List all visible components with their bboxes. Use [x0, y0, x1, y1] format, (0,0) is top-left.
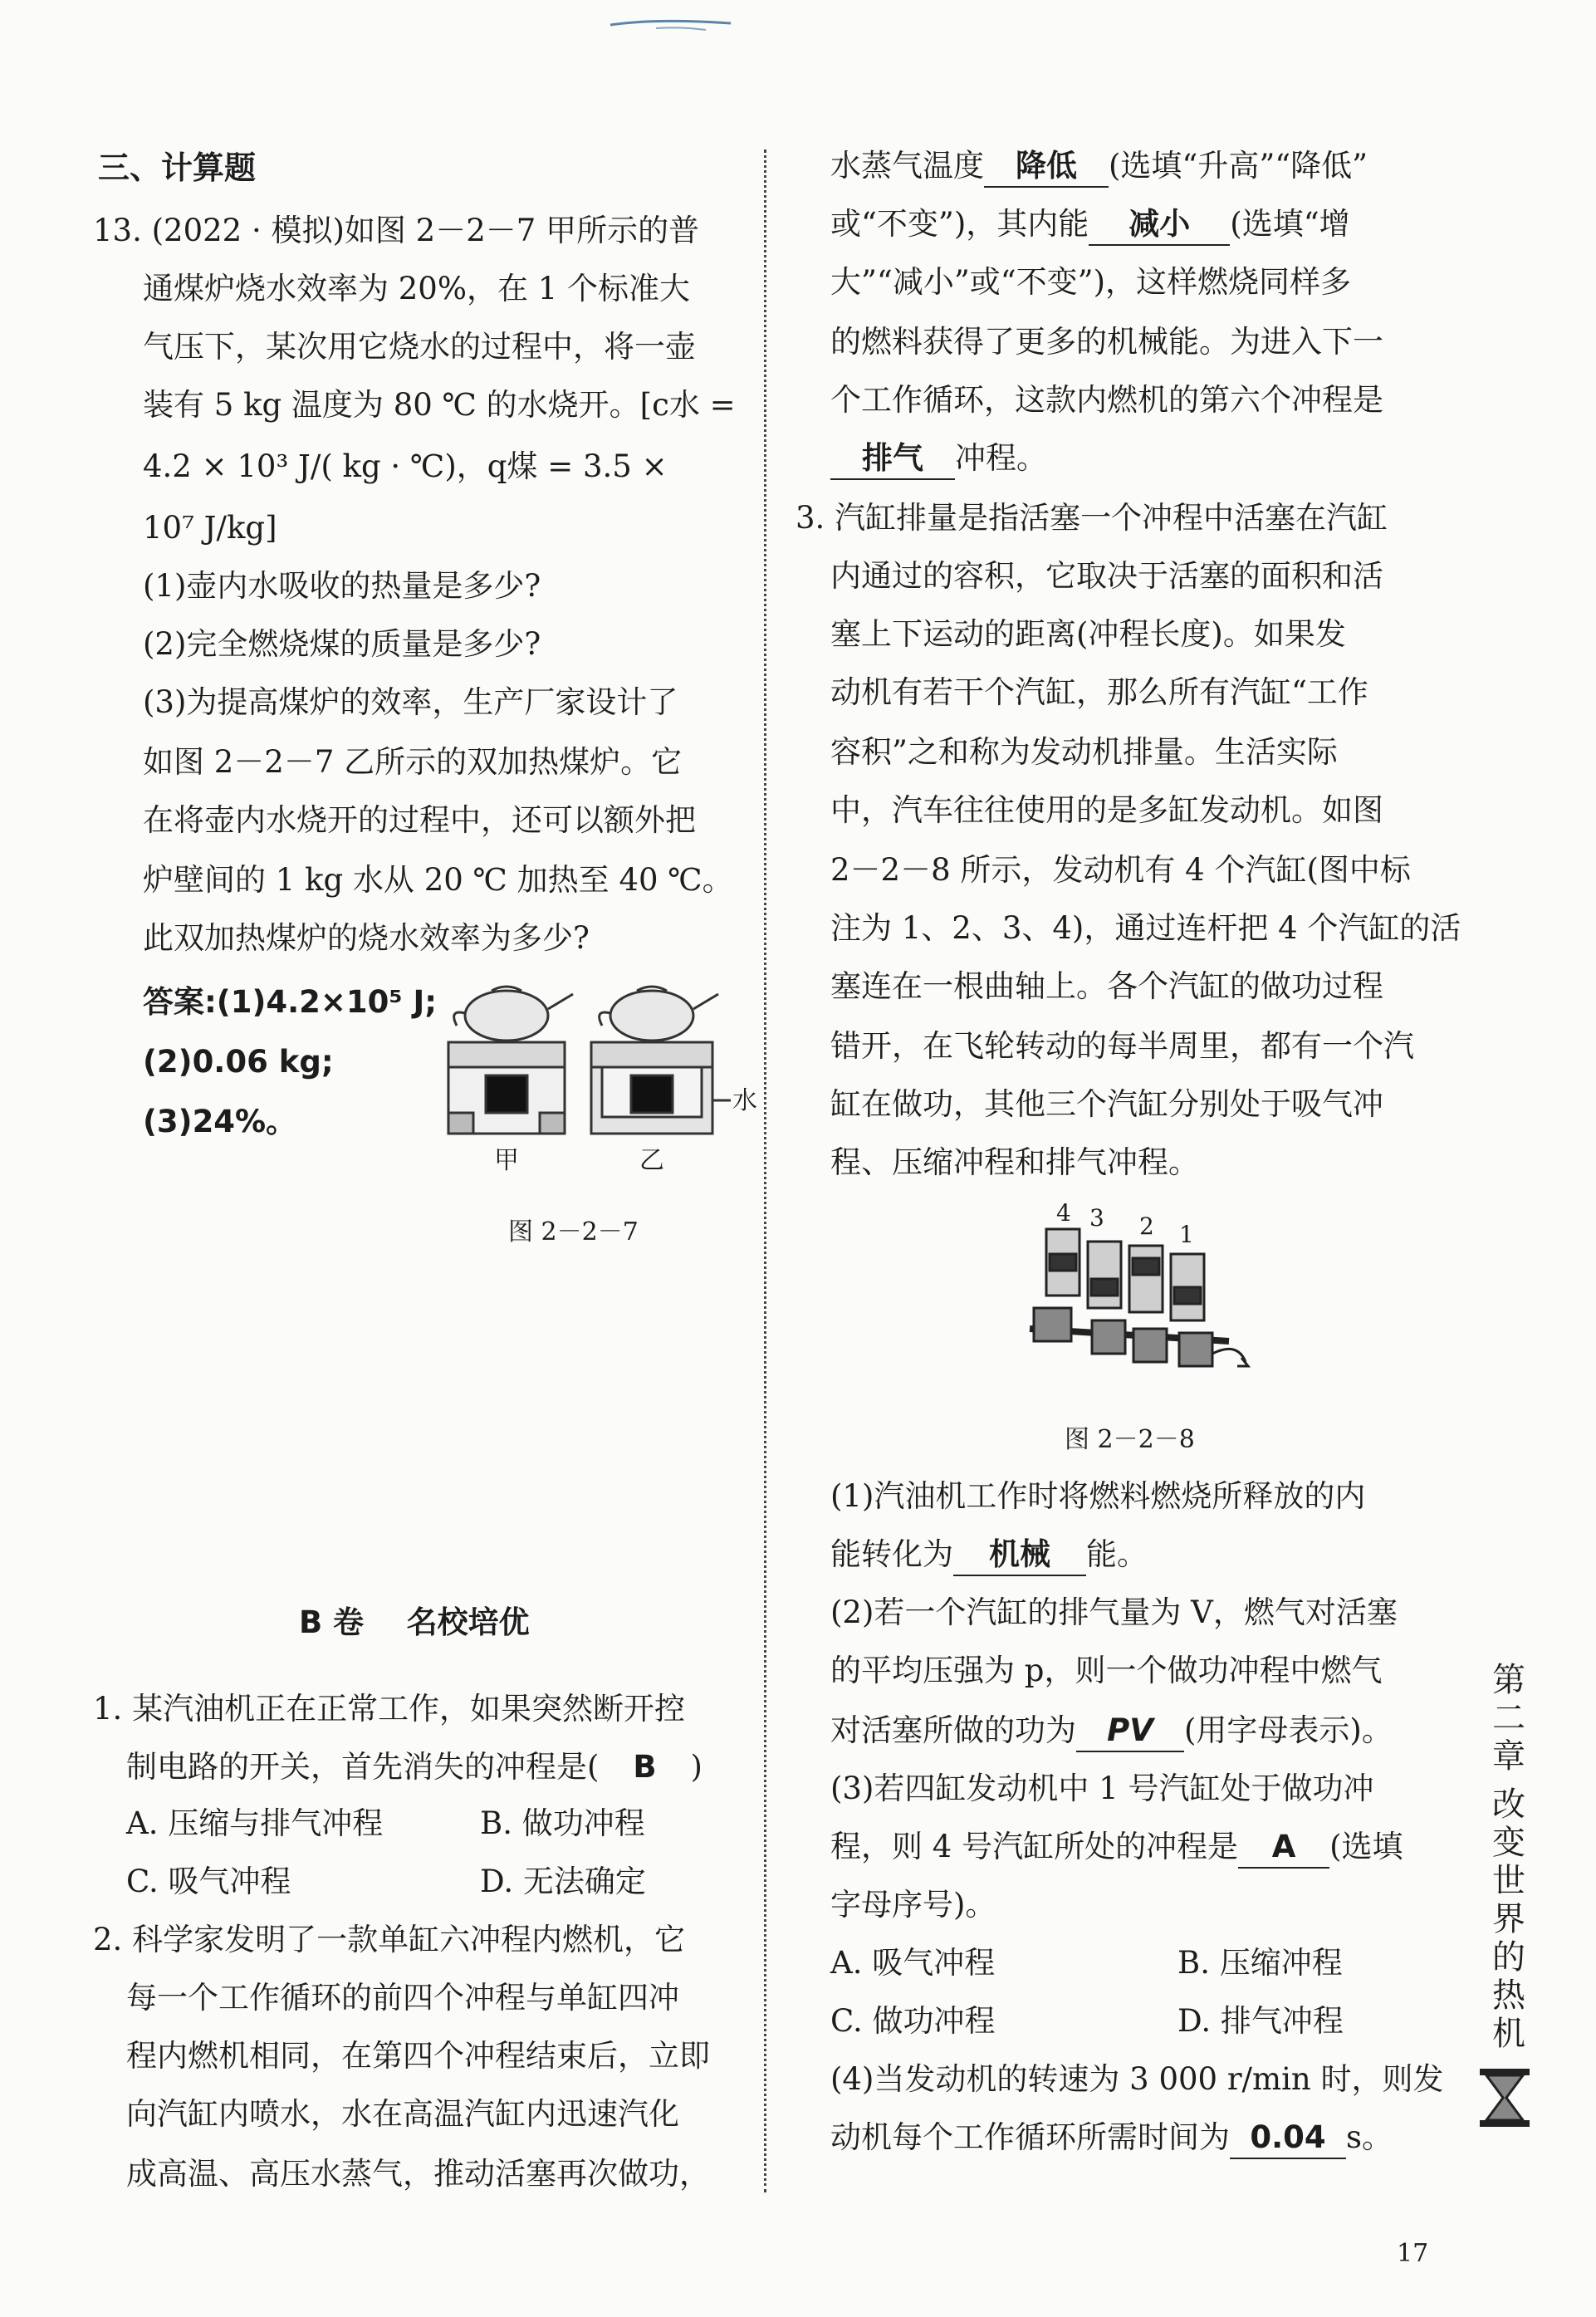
b2-right-line-6 [830, 438, 1047, 480]
b3-sub1-line2 [830, 1535, 1148, 1576]
b3-line: 缸在做功，其他三个汽缸分别处于吸气冲 [830, 1086, 1383, 1122]
b2-line: 2. 科学家发明了一款单缸六冲程内燃机，它 [93, 1922, 686, 1957]
fig-2-2-7-caption: 图 2－2－7 [508, 1217, 639, 1247]
b3-option-c: C. 做功冲程 [830, 2003, 996, 2039]
b2-text: 水蒸气温度 [830, 148, 984, 184]
cylinder-2-label: 2 [1139, 1212, 1154, 1240]
b2-blank-1: 降低 [984, 146, 1109, 188]
b2-right-line-2 [830, 204, 1350, 246]
b1-option-c: C. 吸气冲程 [126, 1864, 291, 1899]
b2-right-line-4: 的燃料获得了更多的机械能。为进入下一 [830, 324, 1383, 360]
b3-line: 2－2－8 所示，发动机有 4 个汽缸(图中标 [830, 852, 1411, 888]
b3-line: 动机有若干个汽缸，那么所有汽缸“工作 [830, 674, 1368, 710]
q13-line: 4.2 × 10³ J/( kg · ℃)，q煤 = 3.5 × [143, 448, 668, 484]
b3-line: 容积”之和称为发动机排量。生活实际 [830, 734, 1338, 770]
b2-line: 程内燃机相同，在第四个冲程结束后，立即 [126, 2038, 710, 2074]
q13-line: (1)壶内水吸收的热量是多少? [143, 568, 541, 604]
figure-2-2-8 [1013, 1196, 1262, 1387]
chapter-title: 改变世界的热机 [1492, 1786, 1525, 2053]
b2-text: 或“不变”)，其内能 [830, 206, 1089, 242]
q13-line: 13. (2022 · 模拟)如图 2－2－7 甲所示的普 [93, 213, 700, 248]
b1-close: ) [690, 1749, 703, 1785]
chapter-label: 第二章 [1492, 1661, 1525, 1776]
q13-answer-1: 答案:(1)4.2×10⁵ J; [143, 984, 438, 1020]
b1-line-2 [126, 1747, 703, 1787]
b2-text: (选填“增 [1230, 206, 1350, 242]
b3-line: 错开，在飞轮转动的每半周里，都有一个汽 [830, 1028, 1414, 1064]
b3-line: 内通过的容积，它取决于活塞的面积和活 [830, 558, 1383, 594]
b3-text: 对活塞所做的功为 [830, 1712, 1076, 1748]
cylinder-3-label: 3 [1089, 1204, 1104, 1232]
q13-answer-2: (2)0.06 kg; [143, 1044, 334, 1080]
q13-line: 10⁷ J/kg] [143, 510, 277, 546]
b3-sub3-line3: 字母序号)。 [830, 1887, 996, 1923]
b3-option-d: D. 排气冲程 [1177, 2003, 1344, 2039]
q13-line: 如图 2－2－7 乙所示的双加热煤炉。它 [143, 744, 683, 780]
b3-text: 能转化为 [830, 1536, 953, 1572]
b3-text: s。 [1346, 2119, 1393, 2155]
q13-line: 装有 5 kg 温度为 80 ℃ 的水烧开。[c水 = [143, 387, 736, 423]
hourglass-icon [1471, 2065, 1538, 2131]
b3-blank-2: PV [1076, 1711, 1184, 1752]
b2-line: 向汽缸内喷水，水在高温汽缸内迅速汽化 [126, 2096, 679, 2132]
b3-line: 中，汽车往往使用的是多缸发动机。如图 [830, 792, 1383, 828]
b3-text: (选填 [1329, 1829, 1403, 1864]
q13-line: 此双加热煤炉的烧水效率为多少? [143, 920, 590, 956]
b3-text: 能。 [1086, 1536, 1148, 1572]
q13-line: (3)为提高煤炉的效率，生产厂家设计了 [143, 684, 678, 720]
b3-line: 塞上下运动的距离(冲程长度)。如果发 [830, 616, 1346, 652]
figure-2-2-7 [432, 976, 757, 1175]
b1-option-d: D. 无法确定 [480, 1864, 646, 1899]
q13-line: 炉壁间的 1 kg 水从 20 ℃ 加热至 40 ℃。 [143, 862, 733, 898]
b3-line: 注为 1、2、3、4)，通过连杆把 4 个汽缸的活 [830, 910, 1461, 946]
q13-answer-3: (3)24%。 [143, 1104, 297, 1139]
stove-jia [448, 987, 573, 1134]
b3-sub2-line1: (2)若一个汽缸的排气量为 V，燃气对活塞 [830, 1594, 1398, 1630]
b3-sub1-line1: (1)汽油机工作时将燃料燃烧所释放的内 [830, 1478, 1366, 1514]
b3-line: 3. 汽缸排量是指活塞一个冲程中活塞在汽缸 [796, 500, 1388, 536]
stove-yi [591, 987, 731, 1134]
b3-option-b: B. 压缩冲程 [1177, 1945, 1343, 1981]
b3-line: 塞连在一根曲轴上。各个汽缸的做功过程 [830, 968, 1383, 1004]
q13-line: (2)完全燃烧煤的质量是多少? [143, 626, 541, 662]
b3-text: 动机每个工作循环所需时间为 [830, 2119, 1230, 2155]
b3-blank-1: 机械 [953, 1535, 1086, 1576]
b3-sub3-line2 [830, 1827, 1403, 1869]
b2-blank-3: 排气 [830, 438, 955, 480]
b3-blank-4: 0.04 [1230, 2118, 1346, 2159]
b3-sub2-line3 [830, 1711, 1393, 1752]
fig-label-jia: 甲 [494, 1146, 519, 1175]
b2-line: 成高温、高压水蒸气，推动活塞再次做功， [126, 2156, 710, 2192]
b3-sub4-line1: (4)当发动机的转速为 3 000 r/min 时，则发 [830, 2061, 1444, 2097]
b1-stem: 制电路的开关，首先消失的冲程是( [126, 1749, 600, 1785]
b3-sub2-line2: 的平均压强为 p，则一个做功冲程中燃气 [830, 1653, 1383, 1688]
q13-line: 通煤炉烧水效率为 20%，在 1 个标准大 [143, 271, 691, 306]
cylinder-1-label: 1 [1179, 1221, 1194, 1248]
b2-text: 冲程。 [955, 440, 1047, 476]
b1-option-b: B. 做功冲程 [480, 1805, 645, 1841]
section-heading: 三、计算题 [98, 149, 257, 186]
fig-label-yi: 乙 [639, 1146, 664, 1175]
fig-label-water: 水 [732, 1086, 757, 1115]
b3-text: 程，则 4 号汽缸所处的冲程是 [830, 1829, 1239, 1864]
b2-right-line-3: 大”“减小”或“不变”)，这样燃烧同样多 [830, 264, 1352, 300]
b2-text: (选填“升高”“降低” [1109, 148, 1368, 184]
b1-answer: B [633, 1749, 657, 1785]
b3-blank-3: A [1238, 1827, 1329, 1869]
b3-sub3-line1: (3)若四缸发动机中 1 号汽缸处于做功冲 [830, 1771, 1374, 1806]
part-b-title: B 卷 名校培优 [299, 1604, 530, 1640]
b2-right-line-1 [830, 146, 1368, 188]
q13-line: 气压下，某次用它烧水的过程中，将一壶 [143, 329, 696, 365]
b3-text: (用字母表示)。 [1184, 1712, 1393, 1748]
fig-2-2-8-caption: 图 2－2－8 [1065, 1425, 1195, 1454]
page-number: 17 [1397, 2239, 1429, 2268]
b3-sub4-line2 [830, 2118, 1393, 2159]
b3-option-a: A. 吸气冲程 [830, 1945, 996, 1981]
column-divider [764, 149, 766, 2192]
b2-right-line-5: 个工作循环，这款内燃机的第六个冲程是 [830, 382, 1383, 418]
b1-option-a: A. 压缩与排气冲程 [126, 1805, 384, 1841]
b3-line: 程、压缩冲程和排气冲程。 [830, 1144, 1199, 1180]
b2-blank-2: 减小 [1089, 204, 1230, 246]
top-decoration [606, 17, 739, 33]
cylinder-4-label: 4 [1056, 1199, 1071, 1227]
q13-line: 在将壶内水烧开的过程中，还可以额外把 [143, 802, 696, 838]
b1-line: 1. 某汽油机正在正常工作，如果突然断开控 [93, 1691, 686, 1727]
b2-line: 每一个工作循环的前四个冲程与单缸四冲 [126, 1980, 679, 2016]
